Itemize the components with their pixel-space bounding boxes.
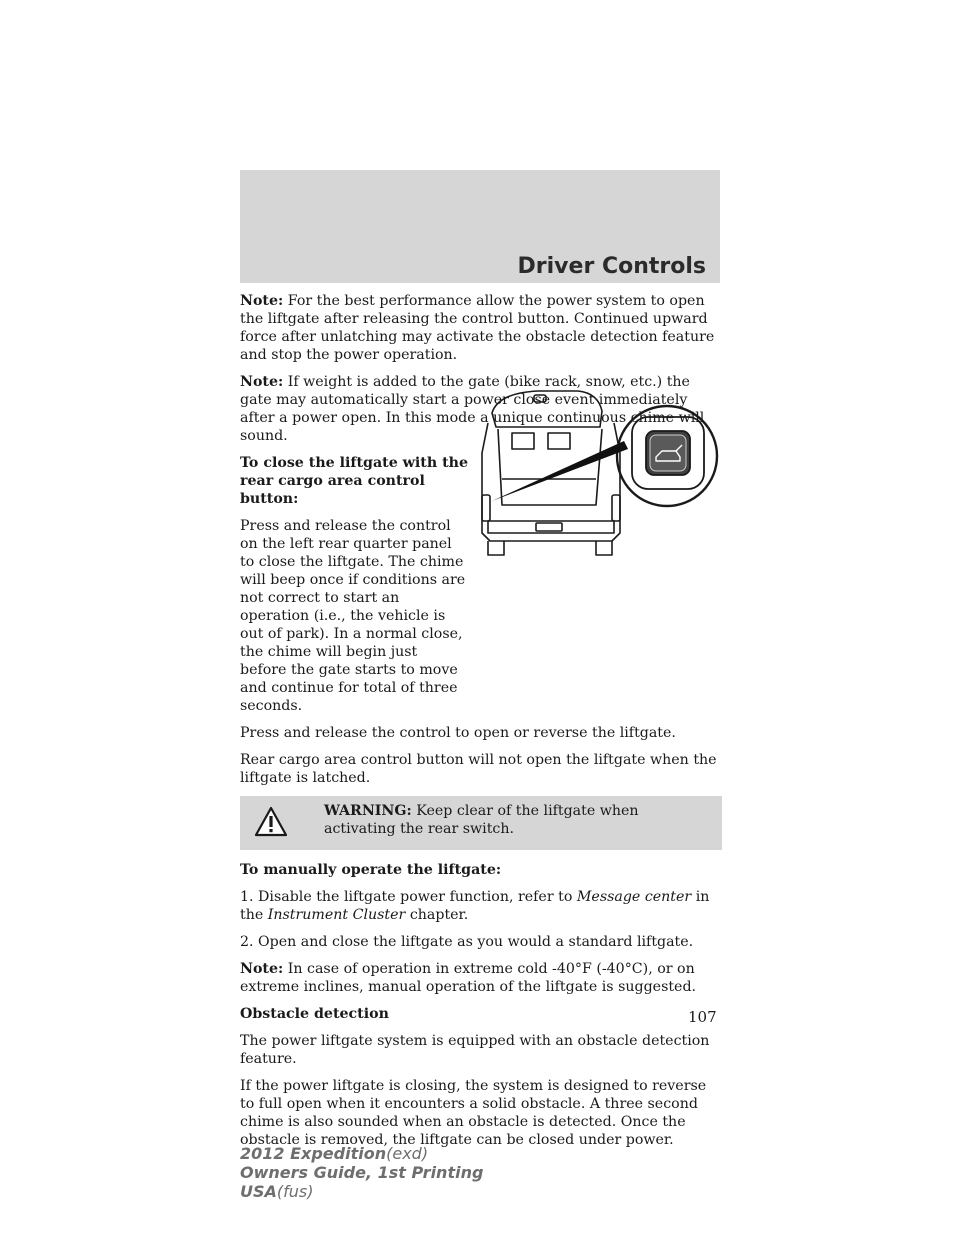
footer-line: 2012 Expedition(exd) <box>240 1144 429 1163</box>
warning-triangle-icon <box>254 806 288 838</box>
not-open-text: Rear cargo area control button will not open the liftgate when the liftgate is latched. <box>240 752 717 786</box>
note-label: Note: <box>240 374 284 390</box>
footer-line: Owners Guide, 1st Printing <box>240 1163 484 1182</box>
step-2: 2. Open and close the liftgate as you would a standard liftgate. <box>240 934 694 950</box>
manual-heading: To manually operate the liftgate: <box>240 862 502 878</box>
note-text: For the best performance allow the power system to open the liftgate after releasing the control button. Continued upward force after unlatching may activate the obstacle detection feature and stop the power operation. <box>240 293 715 363</box>
cross-reference: Message center <box>576 889 692 905</box>
note-label: Note: <box>240 293 284 309</box>
close-heading: To close the liftgate with the rear cargo area control button: <box>240 455 468 507</box>
note-paragraph <box>240 292 722 364</box>
print-footer <box>240 1144 483 1201</box>
open-reverse-text: Press and release the control to open or reverse the liftgate. <box>240 725 676 741</box>
warning-box <box>240 796 722 850</box>
note-label: Note: <box>240 961 284 977</box>
note-text: In case of operation in extreme cold -40°F (-40°C), or on extreme inclines, manual operation of the liftgate is suggested. <box>240 961 697 995</box>
page-number: 107 <box>688 1008 717 1026</box>
footer-line: USA(fus) <box>240 1182 314 1201</box>
step-1: 1. Disable the liftgate power function, refer to Message center in the Instrument Cluster chapter. <box>240 889 710 923</box>
section-title: Driver Controls <box>517 254 706 279</box>
warning-label: WARNING: <box>324 803 412 819</box>
obstacle-text: The power liftgate system is equipped with an obstacle detection feature. <box>240 1033 710 1067</box>
cross-reference: Instrument Cluster <box>267 907 406 923</box>
section-header <box>240 170 720 283</box>
page-body <box>240 292 722 1158</box>
note-paragraph <box>240 960 722 996</box>
close-instructions: Press and release the control on the left rear quarter panel to close the liftgate. The chime will beep once if conditions are not correct to start an operation (i.e., the vehicle is out of park). In a normal close, the chime will begin just before the gate starts to move and continue for total of three seconds. <box>240 518 466 714</box>
obstacle-heading: Obstacle detection <box>240 1006 389 1022</box>
obstacle-text: If the power liftgate is closing, the system is designed to reverse to full open when it encounters a solid obstacle. A three second chime is also sounded when an obstacle is detected. Once the obstacle is removed, the liftgate can be closed under power. <box>240 1078 707 1148</box>
note-text: If weight is added to the gate (bike rack, snow, etc.) the gate may automatically start a power close event immediately after a power open. In this mode a unique continuous chime will sound. <box>240 374 705 444</box>
warning-text: Keep clear of the liftgate when activating the rear switch. <box>324 803 639 837</box>
note-paragraph <box>240 373 722 445</box>
